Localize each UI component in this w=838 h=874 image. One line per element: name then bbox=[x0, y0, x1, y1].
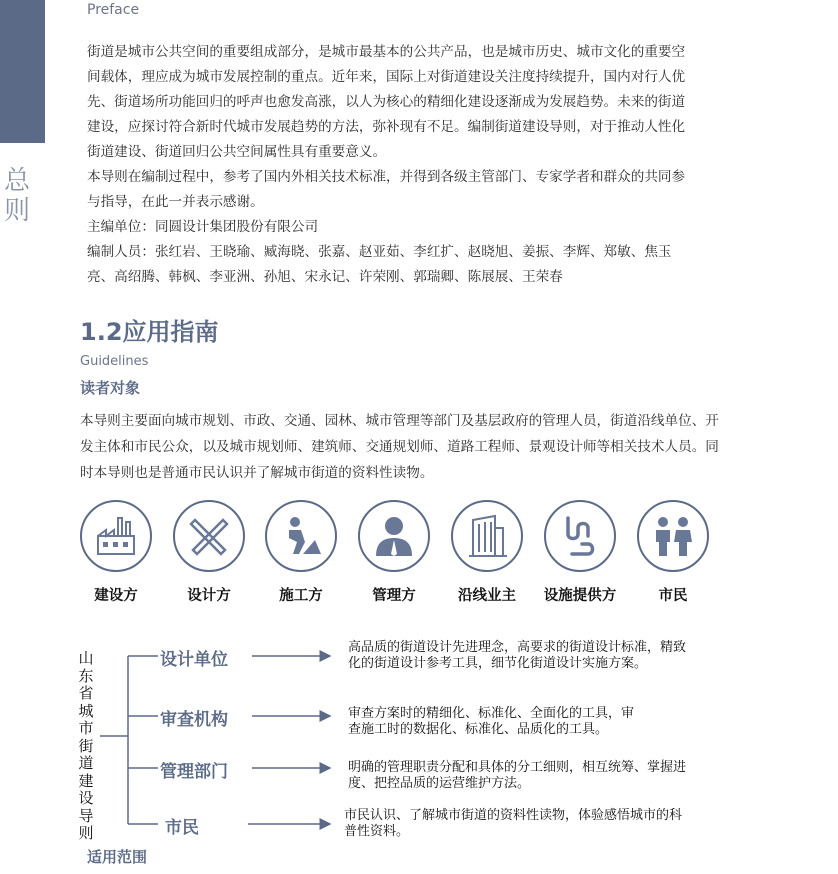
branch-citizens-desc: 市民认识、了解城市街道的资料性读物，体验感悟城市的科普性资料。 bbox=[344, 808, 683, 839]
root-char: 道 bbox=[78, 754, 94, 772]
stakeholder-label: 设施提供方 bbox=[543, 588, 617, 604]
branch-management-dept: 管理部门 bbox=[160, 762, 228, 782]
factory-icon bbox=[80, 500, 152, 572]
root-char: 市 bbox=[78, 719, 94, 737]
stakeholder-label: 设计方 bbox=[187, 588, 231, 604]
stakeholder-label: 沿线业主 bbox=[458, 588, 516, 604]
scope-heading: 适用范围 bbox=[87, 848, 148, 866]
stakeholder-citizens bbox=[628, 500, 718, 605]
side-label-char: 总 bbox=[3, 166, 30, 196]
pipe-icon bbox=[544, 500, 616, 572]
stakeholder-builder bbox=[71, 500, 161, 605]
root-char: 设 bbox=[78, 789, 94, 807]
section-english-title: Guidelines bbox=[80, 354, 149, 369]
root-char: 东 bbox=[78, 666, 94, 685]
branch-review-agency: 审查机构 bbox=[160, 710, 228, 730]
side-label-char: 则 bbox=[3, 196, 30, 226]
stakeholder-contractor bbox=[256, 500, 346, 605]
stakeholder-owner bbox=[442, 500, 532, 605]
construction-worker-icon bbox=[265, 500, 337, 572]
branch-design-unit-desc: 高品质的街道设计先进理念，高要求的街道设计标准，精致化的街道设计参考工具，细节化街道设计实施方案。 bbox=[348, 640, 687, 671]
side-color-bar bbox=[0, 0, 45, 143]
root-char: 山 bbox=[78, 649, 94, 667]
editors-list: 编制人员：张红岩、王晓瑜、臧海晓、张嘉、赵亚茹、李红扩、赵晓旭、姜振、李辉、郑敏、焦玉亮、高绍腾、韩枫、李亚洲、孙旭、宋永记、许荣刚、郭瑞卿、陈展展、王荣春 bbox=[87, 244, 672, 285]
section-title: 1.2应用指南 bbox=[80, 318, 219, 346]
building-icon bbox=[451, 500, 523, 572]
readers-paragraph: 本导则主要面向城市规划、市政、交通、园林、城市管理等部门及基层政府的管理人员，街道沿线单位、开发主体和市民公众，以及城市规划师、建筑师、交通规划师、道路工程师、景观设计师等相关技术人员。同时本导则也是普通市民认识并了解城市街道的资料性读物。 bbox=[80, 413, 719, 481]
stakeholder-label: 施工方 bbox=[279, 588, 323, 604]
branch-review-agency-desc: 审查方案时的精细化、标准化、全面化的工具，审查施工时的数据化、标准化、品质化的工具。 bbox=[348, 706, 635, 737]
stakeholder-manager bbox=[349, 500, 439, 605]
citizens-icon bbox=[637, 500, 709, 572]
stakeholder-label: 市民 bbox=[658, 588, 688, 604]
branch-management-dept-desc: 明确的管理职责分配和具体的分工细则，相互统筹、掌握进度、把控品质的运营维护方法。 bbox=[348, 760, 687, 791]
ruler-pencil-icon bbox=[173, 500, 245, 572]
chapter-side-label bbox=[2, 166, 32, 226]
stakeholder-label: 建设方 bbox=[94, 588, 138, 604]
preface-body bbox=[87, 40, 697, 290]
root-char: 街 bbox=[78, 736, 94, 755]
root-char: 导 bbox=[78, 806, 94, 825]
preface-english-title: Preface bbox=[87, 2, 140, 18]
tree-root-label bbox=[76, 650, 96, 843]
root-char: 城 bbox=[78, 701, 94, 720]
stakeholder-label: 管理方 bbox=[372, 588, 416, 604]
chief-editor-unit: 主编单位：同圆设计集团股份有限公司 bbox=[87, 219, 319, 235]
branch-citizens: 市民 bbox=[165, 818, 199, 838]
manager-icon bbox=[358, 500, 430, 572]
stakeholder-designer bbox=[164, 500, 254, 605]
root-char: 建 bbox=[78, 771, 94, 790]
root-char: 则 bbox=[78, 824, 94, 842]
branch-design-unit: 设计单位 bbox=[160, 650, 228, 670]
root-char: 省 bbox=[78, 684, 94, 702]
stakeholder-facility-provider bbox=[535, 500, 625, 605]
preface-paragraph: 街道是城市公共空间的重要组成部分，是城市最基本的公共产品，也是城市历史、城市文化的重要空间载体，理应成为城市发展控制的重点。近年来，国际上对街道建设关注度持续提升，国内对行人优先、街道场所功能回归的呼声也愈发高涨，以人为核心的精细化建设逐渐成为发展趋势。未来的街道建设，应探讨符合新时代城市发展趋势的方法，弥补现有不足。编制街道建设导则，对于推动人性化街道建设、街道回归公共空间属性具有重要意义。 bbox=[87, 44, 686, 160]
preface-paragraph: 本导则在编制过程中，参考了国内外相关技术标准，并得到各级主管部门、专家学者和群众的共同参与指导，在此一并表示感谢。 bbox=[87, 169, 686, 210]
readers-heading: 读者对象 bbox=[80, 379, 141, 397]
